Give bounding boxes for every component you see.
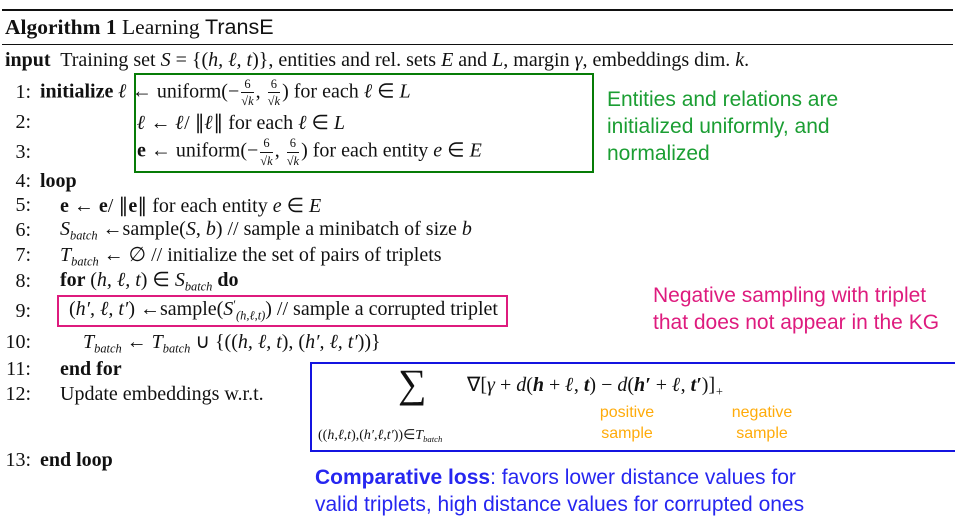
algo-line-6 <box>0 218 955 243</box>
comparative-loss-rest: : favors lower distance values for <box>490 466 796 489</box>
algorithm-title: Algorithm 1 Learning TransE <box>5 15 274 39</box>
line-content: for (h, ℓ, t) ∈ $S_{batch}$ do <box>60 269 239 294</box>
line-content: initialize ℓ ← uniform(− $\frac{6}{√k}$ , $\frac{6}{√k}$ ) for each ℓ ∈ L <box>40 76 411 108</box>
algo-line-7 <box>0 243 955 268</box>
summation-symbol: ∑ <box>398 361 427 406</box>
line-content: $T_{batch}$ ← $T_{batch}$ ∪ {((h, ℓ, t), (h′, ℓ, t′))} <box>83 330 381 356</box>
line-number: 11: <box>6 358 31 380</box>
positive-sample-label-line2: sample <box>601 425 653 442</box>
annotation-initialization-line1: Entities and relations are <box>607 88 839 111</box>
line-number: 9: <box>15 299 31 322</box>
line-content: loop <box>40 169 77 192</box>
line-content: Update embeddings w.r.t. <box>60 383 264 405</box>
annotation-comparative-loss-line2: valid triplets, high distance values for corrupted ones <box>315 493 805 516</box>
annotation-initialization-line2: initialized uniformly, and <box>607 115 830 138</box>
line-number: 7: <box>15 244 31 266</box>
line-number: 12: <box>5 383 31 405</box>
annotation-initialization-line3: normalized <box>607 142 710 165</box>
line-content: $S_{batch}$ ←sample(S, b) // sample a minibatch of size b <box>60 217 472 243</box>
summation-limits: $((h,\ell,t),(h',\ell,t'))\in T_{batch}$ <box>318 427 443 444</box>
input-line-content: input Training set S = {(h, ℓ, t)}, entities and rel. sets E and L, margin γ, embeddings dim. k. <box>5 49 750 71</box>
annotation-comparative-loss <box>315 464 804 518</box>
positive-sample-label-line1: positive <box>599 404 655 421</box>
line-content: ℓ ← ℓ/ ∥ℓ∥ for each ℓ ∈ L <box>137 111 346 134</box>
gradient-expression: ∇[γ + d(h + ℓ, t) − d(h′ + ℓ, $t')]_+$ <box>467 374 724 399</box>
annotation-negative-sampling-line2: that does not appear in the KG <box>653 311 940 334</box>
positive-sample-label <box>577 402 677 444</box>
corrupted-triplet-highlight-box: (h′, ℓ, t′) $\leftarrow sample(S'_{(h,\ell,t)})$ // sample a corrupted triplet <box>57 295 508 328</box>
algo-line-5 <box>0 193 955 218</box>
input-line <box>0 45 955 76</box>
line-content: end loop <box>40 448 113 471</box>
annotation-negative-sampling-line1: Negative sampling with triplet <box>653 284 927 307</box>
negative-sample-label <box>712 402 812 444</box>
annotation-initialization <box>607 86 838 167</box>
line-content: e ← e/ ∥e∥ for each entity e ∈ E <box>60 195 322 217</box>
line-number: 8: <box>15 269 31 292</box>
line-content <box>69 295 508 328</box>
line-number: 5: <box>15 194 31 216</box>
algo-line-4 <box>0 169 955 193</box>
line-content: end for <box>60 358 122 380</box>
negative-sample-label-line1: negative <box>731 404 793 421</box>
line-number: 4: <box>15 169 31 192</box>
annotation-negative-sampling <box>653 282 939 336</box>
line-number: 10: <box>5 331 31 353</box>
line-number: 1: <box>15 81 31 103</box>
line-number: 6: <box>15 219 31 241</box>
comparative-loss-term: Comparative loss <box>315 466 491 489</box>
line-content: $T_{batch}$ ← ∅ // initialize the set of pairs of triplets <box>60 243 442 269</box>
line-number: 2: <box>15 110 31 133</box>
loss-formula-box <box>310 362 955 452</box>
line-number: 3: <box>15 140 31 163</box>
line-number: 13: <box>5 448 31 471</box>
line-content: e ← uniform(− $\frac{6}{√k}$ , $\frac{6}{√k}$ ) for each entity e ∈ E <box>137 136 482 168</box>
negative-sample-label-line2: sample <box>736 425 788 442</box>
annotation-comparative-loss-line1 <box>315 464 804 491</box>
